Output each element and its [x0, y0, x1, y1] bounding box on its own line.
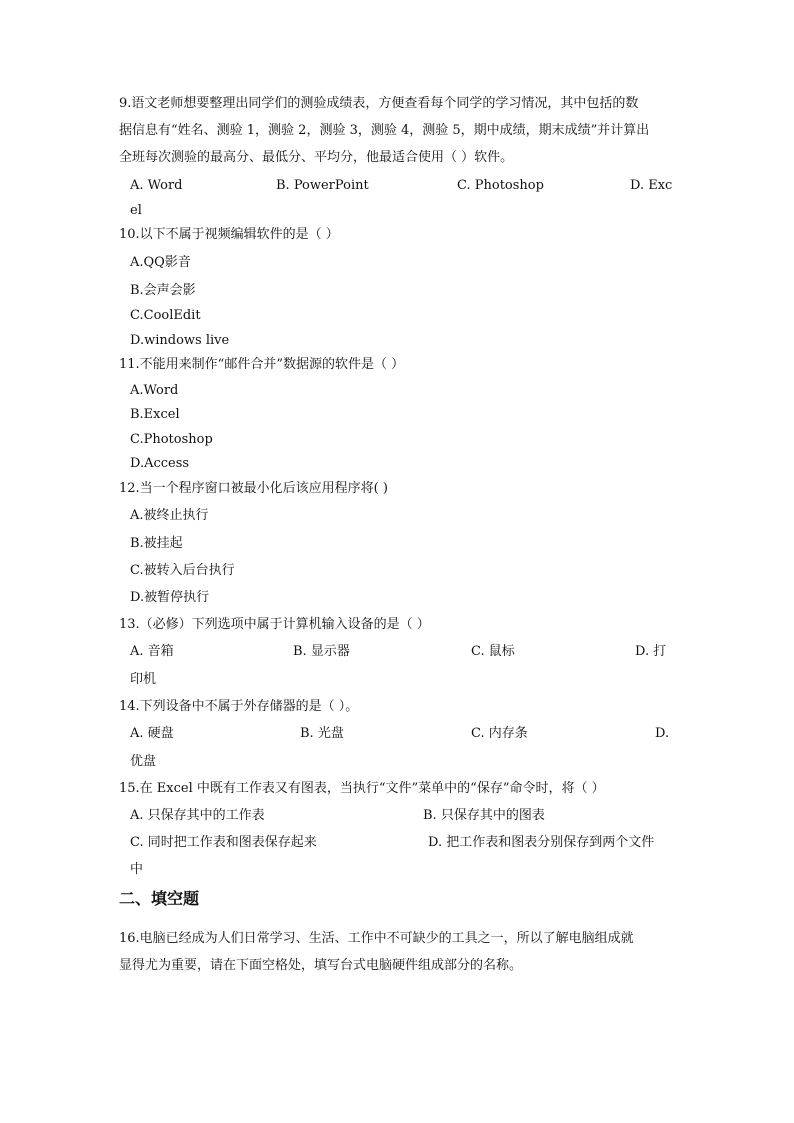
question-9-line-2: 据信息有“姓名、测验 1，测验 2，测验 3，测验 4，测验 5，期中成绩，期末成绩”并计算出: [119, 123, 650, 138]
question-15-option-a: A. 只保存其中的工作表: [130, 808, 265, 823]
question-13-option-d: D. 打: [635, 644, 667, 659]
question-10-stem: 10.以下不属于视频编辑软件的是（ ）: [119, 227, 339, 242]
question-15-option-b: B. 只保存其中的图表: [423, 808, 545, 823]
question-9-line-1: 9.语文老师想要整理出同学们的测验成绩表，方便查看每个同学的学习情况，其中包括的数: [119, 96, 639, 111]
question-14-option-b: B. 光盘: [300, 726, 344, 741]
question-9-option-c: C. Photoshop: [457, 178, 544, 193]
question-14-option-d-continuation: 优盘: [130, 754, 157, 769]
question-11-option-b: B.Excel: [130, 407, 180, 422]
question-9-option-b: B. PowerPoint: [276, 178, 369, 193]
question-11-stem: 11.不能用来制作“邮件合并”数据源的软件是（ ）: [119, 357, 405, 372]
section-heading-fill-in: 二、填空题: [119, 889, 200, 908]
question-15-option-c: C. 同时把工作表和图表保存起来: [130, 835, 317, 850]
question-14-option-c: C. 内存条: [471, 726, 528, 741]
question-9-option-a: A. Word: [130, 178, 183, 193]
question-10-option-d: D.windows live: [130, 333, 230, 348]
question-13-option-a: A. 音箱: [130, 644, 174, 659]
question-12-option-c: C.被转入后台执行: [130, 563, 235, 578]
question-12-option-d: D.被暂停执行: [130, 590, 210, 605]
question-13-stem: 13.（必修）下列选项中属于计算机输入设备的是（ ）: [119, 617, 430, 632]
question-11-option-a: A.Word: [130, 383, 179, 398]
question-9-option-d: D. Exc: [630, 178, 673, 193]
question-15-stem: 15.在 Excel 中既有工作表又有图表，当执行“文件”菜单中的“保存”命令时，将（ ）: [119, 781, 605, 796]
question-12-option-b: B.被挂起: [130, 536, 183, 551]
question-9-line-3: 全班每次测验的最高分、最低分、平均分，他最适合使用（ ）软件。: [119, 150, 514, 165]
question-14-stem: 14.下列设备中不属于外存储器的是（ ）。: [119, 699, 359, 714]
question-11-option-c: C.Photoshop: [130, 432, 213, 447]
question-15-option-d-continuation: 中: [130, 862, 144, 877]
question-10-option-c: C.CoolEdit: [130, 308, 201, 323]
question-13-option-c: C. 鼠标: [471, 644, 515, 659]
question-9-option-d-continuation: el: [130, 203, 142, 218]
question-16-line-1: 16.电脑已经成为人们日常学习、生活、工作中不可缺少的工具之一，所以了解电脑组成就: [119, 931, 634, 946]
question-13-option-b: B. 显示器: [293, 644, 350, 659]
question-13-option-d-continuation: 印机: [130, 672, 157, 687]
question-12-option-a: A.被终止执行: [130, 508, 209, 523]
question-16-line-2: 显得尤为重要，请在下面空格处，填写台式电脑硬件组成部分的名称。: [119, 958, 523, 973]
question-15-option-d: D. 把工作表和图表分别保存到两个文件: [428, 835, 655, 850]
question-11-option-d: D.Access: [130, 456, 190, 471]
question-14-option-a: A. 硬盘: [130, 726, 174, 741]
question-14-option-d: D.: [655, 726, 670, 741]
question-10-option-b: B.会声会影: [130, 283, 196, 298]
question-10-option-a: A.QQ影音: [130, 255, 191, 270]
question-12-stem: 12.当一个程序窗口被最小化后该应用程序将( ): [119, 481, 388, 496]
